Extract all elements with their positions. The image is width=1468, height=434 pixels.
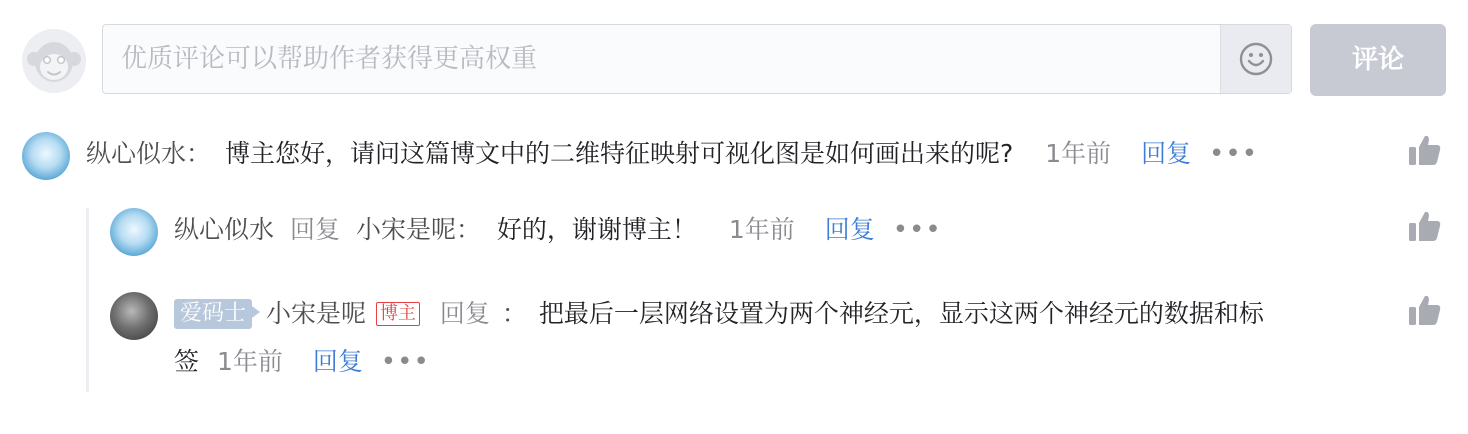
reply-content: 好的，谢谢博主！ [496,215,697,244]
reply-row-continued [174,344,430,380]
comment-content: 博主您好，请问这篇博文中的二维特征映射可视化图是如何画出来的呢? [224,139,1014,168]
monkey-avatar-icon [22,29,86,93]
like-button[interactable] [1408,294,1442,330]
reply-row [174,296,1264,332]
reply-button[interactable]: 回复 [1141,139,1192,168]
submit-comment-button[interactable]: 评论 [1310,24,1446,96]
reply-button[interactable]: 回复 [824,215,875,244]
comment-time: 1年前 [1045,139,1112,168]
reply-row [174,212,942,248]
reply-author[interactable]: 纵心似水 [174,215,275,244]
coder-badge [174,296,252,332]
avatar[interactable] [110,292,158,340]
reply-colon: ： [501,299,527,328]
reply-to-author[interactable]: 小宋是呢 [355,215,456,244]
comment-colon: ： [186,139,212,168]
author-badge: 博主 [376,302,420,326]
like-button[interactable] [1408,134,1442,170]
smiley-icon [1239,42,1273,76]
more-options-button[interactable]: ••• [380,347,430,377]
reply-colon: ： [455,215,481,244]
reply-author[interactable]: 小宋是呢 [265,299,366,328]
emoji-button[interactable] [1220,25,1291,93]
comment-row [86,136,1258,172]
thumbs-up-icon [1408,294,1442,326]
reply-content: 把最后一层网络设置为两个神经元，显示这两个神经元的数据和标 [538,299,1264,328]
thumbs-up-icon [1408,134,1442,166]
reply-thread-divider [86,208,89,392]
like-button[interactable] [1408,210,1442,246]
comment-author[interactable]: 纵心似水 [86,139,187,168]
thumbs-up-icon [1408,210,1442,242]
avatar[interactable] [110,208,158,256]
comment-input[interactable] [102,24,1292,94]
reply-content-continued: 签 [174,347,200,376]
comment-input-placeholder: 优质评论可以帮助作者获得更高权重 [121,44,538,74]
more-options-button[interactable]: ••• [1209,139,1259,169]
more-options-button[interactable]: ••• [892,215,942,245]
coder-badge-label: 爱码士 [174,299,252,329]
reply-time: 1年前 [216,347,283,376]
avatar[interactable] [22,132,70,180]
current-user-avatar [22,29,86,93]
reply-word: 回复 [289,215,340,244]
reply-time: 1年前 [728,215,795,244]
reply-button[interactable]: 回复 [312,347,363,376]
reply-word: 回复 [439,299,490,328]
